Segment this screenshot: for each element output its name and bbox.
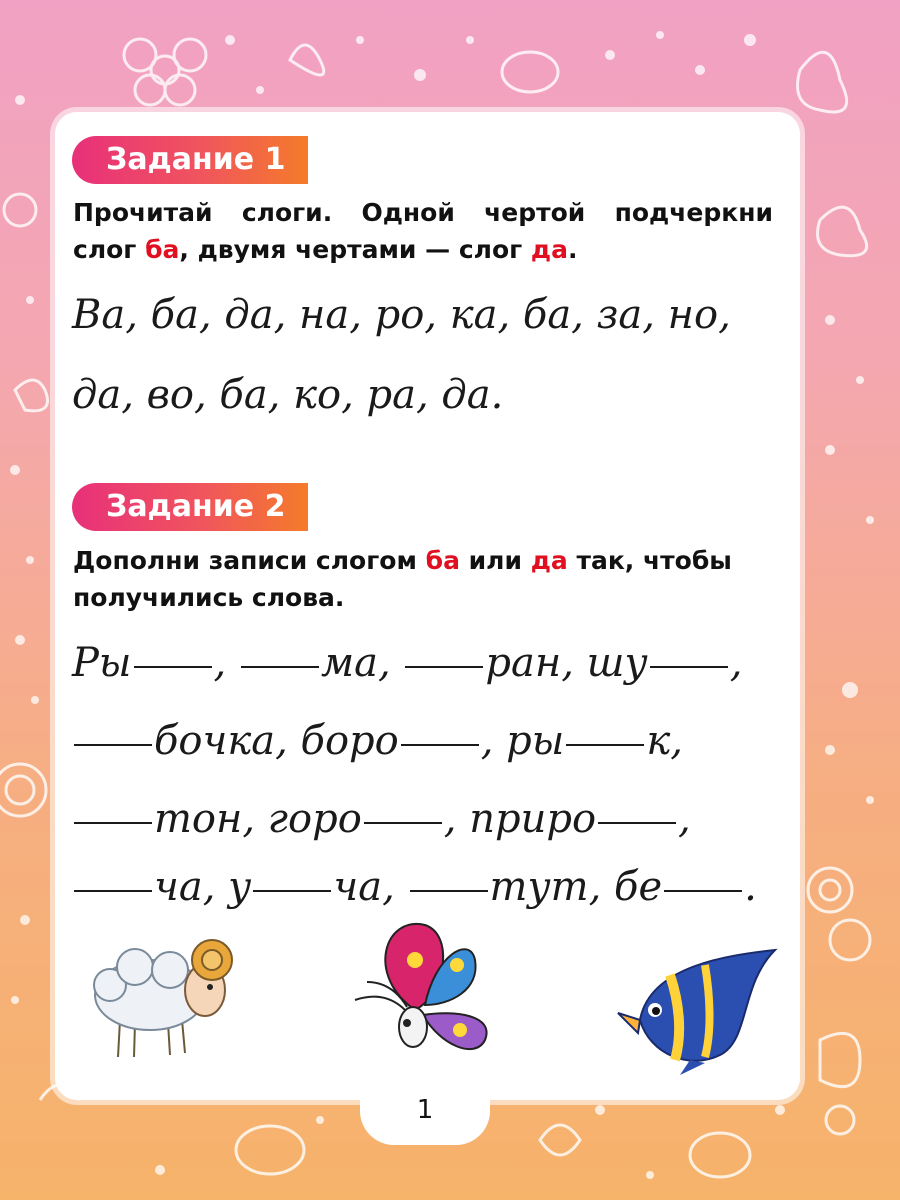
page-number: 1 [416, 1095, 434, 1125]
word-part: Ры [72, 640, 132, 686]
word-part: ран, шу [485, 640, 648, 686]
task2-line2: получились слова. [73, 583, 345, 612]
fill-blank[interactable] [401, 743, 479, 746]
task2-instructions [73, 542, 773, 616]
text: . [567, 235, 578, 264]
fish-image [610, 945, 780, 1075]
text: или [459, 546, 531, 575]
syllable-ba: ба [425, 546, 460, 575]
exercise-row-1 [72, 640, 742, 686]
exercise-row-2 [72, 718, 683, 764]
word-part: . [744, 864, 757, 910]
fill-blank[interactable] [405, 665, 483, 668]
word-part: горо [267, 796, 362, 842]
task2-line1 [73, 542, 773, 579]
syllable-da: да [530, 235, 568, 264]
exercise-row-3 [72, 796, 691, 842]
word-part: , [678, 796, 691, 842]
fill-blank[interactable] [134, 665, 212, 668]
word-part: бочка, [154, 718, 301, 764]
word-part: , ры [480, 718, 565, 764]
fill-blank[interactable] [74, 889, 152, 892]
fill-blank[interactable] [74, 743, 152, 746]
fill-blank[interactable] [598, 821, 676, 824]
syllable-ba: ба [145, 235, 180, 264]
syllables-line-1: Ва, ба, да, на, ро, ка, ба, за, но, [72, 292, 731, 338]
fill-blank[interactable] [650, 665, 728, 668]
ram-image [90, 925, 250, 1065]
word-part: , [729, 640, 743, 686]
fill-blank[interactable] [253, 889, 331, 892]
task1-badge: Задание 1 [72, 136, 308, 184]
word-part: ча, [333, 864, 408, 910]
word-part: боро [300, 718, 399, 764]
word-part: к, [646, 718, 683, 764]
fill-blank[interactable] [241, 665, 319, 668]
task1-line2 [73, 231, 773, 268]
task2-badge: Задание 2 [72, 483, 308, 531]
task1-line1: Прочитай слоги. Одной чертой подчеркни [73, 198, 773, 227]
word-part: тут, бе [489, 864, 663, 910]
word-part: ма, [320, 640, 404, 686]
word-part: , [213, 640, 239, 686]
syllable-da: да [530, 546, 568, 575]
fill-blank[interactable] [566, 743, 644, 746]
fill-blank[interactable] [74, 821, 152, 824]
text: , двумя чертами — слог [179, 235, 531, 264]
butterfly-image [345, 915, 505, 1075]
fill-blank[interactable] [410, 889, 488, 892]
fill-blank[interactable] [364, 821, 442, 824]
text: так, чтобы [567, 546, 732, 575]
text: Дополни записи слогом [73, 546, 426, 575]
exercise-row-4 [72, 864, 757, 910]
page-number-tab [360, 1075, 490, 1145]
fill-blank[interactable] [664, 889, 742, 892]
word-part: тон, [154, 796, 268, 842]
word-part: ча, у [154, 864, 252, 910]
task1-instructions [73, 194, 773, 268]
word-part: , приро [443, 796, 597, 842]
text: слог [73, 235, 146, 264]
syllables-line-2: да, во, ба, ко, ра, да. [72, 372, 504, 418]
